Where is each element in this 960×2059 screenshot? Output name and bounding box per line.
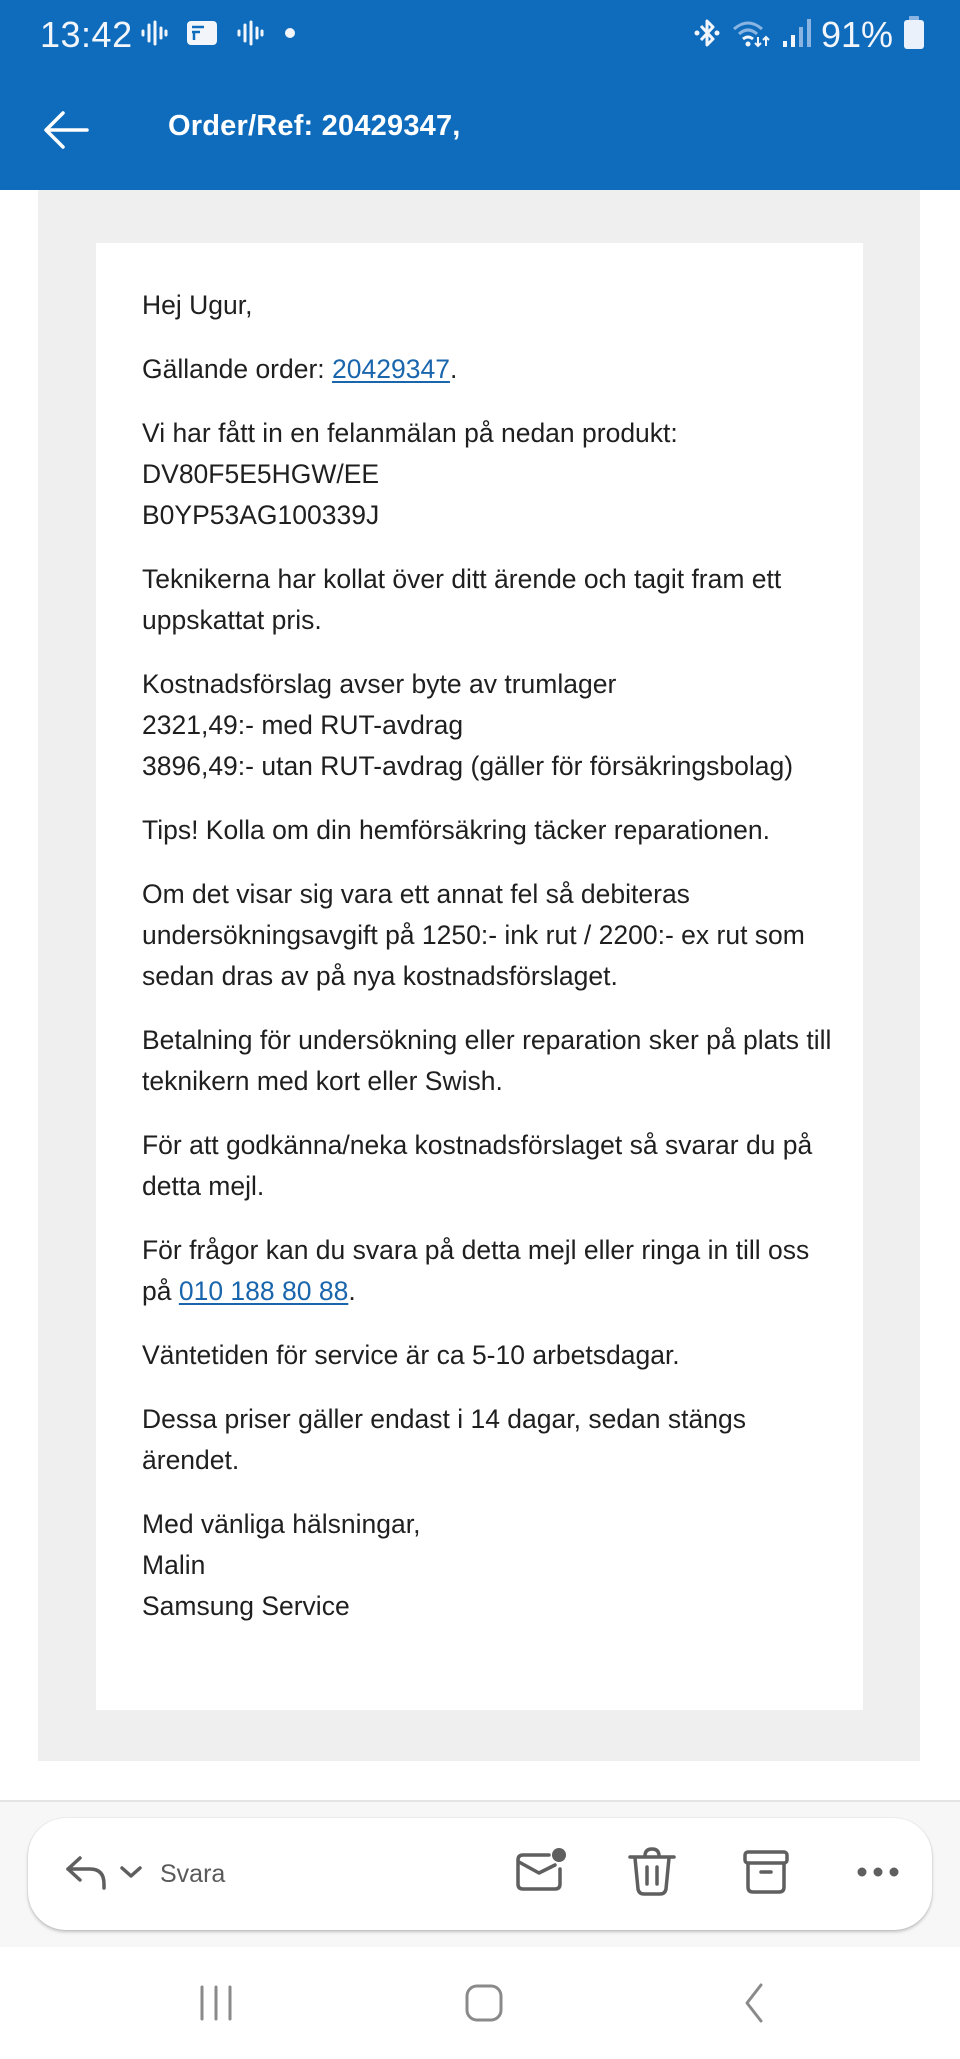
product-intro: Vi har fått in en felanmälan på nedan produkt: — [142, 418, 678, 448]
battery-percent: 91% — [820, 14, 893, 55]
technicians-text: Teknikerna har kollat över ditt ärende och tagit fram ett uppskattat pris. — [142, 564, 782, 635]
closing: Med vänliga hälsningar, — [142, 1509, 421, 1539]
waiting-text: Väntetiden för service är ca 5-10 arbetsdagar. — [142, 1340, 680, 1370]
mark-unread-icon — [513, 1847, 569, 1902]
signature — [142, 1504, 832, 1627]
archive-icon — [742, 1847, 790, 1902]
quote-without-rut: 3896,49:- utan RUT-avdrag (gäller för försäkringsbolag) — [142, 751, 794, 781]
sender-org: Samsung Service — [142, 1591, 350, 1621]
order-line — [142, 349, 832, 390]
status-time: 13:42 — [40, 14, 133, 55]
phone-link[interactable]: 010 188 80 88 — [178, 1276, 349, 1306]
quote-block — [142, 664, 832, 787]
order-prefix: Gällande order: — [142, 354, 333, 384]
questions-prefix: För frågor kan du svara på detta mejl eller ringa in till oss på — [142, 1235, 810, 1306]
more-icon — [856, 1865, 900, 1884]
arrow-left-icon — [43, 110, 89, 155]
signal-icon — [781, 17, 811, 54]
order-link[interactable]: 20429347 — [332, 354, 450, 384]
status-bar — [0, 0, 960, 72]
back-button[interactable] — [36, 102, 96, 162]
product-serial: B0YP53AG100339J — [142, 500, 380, 530]
action-bar — [28, 1818, 932, 1930]
questions-line — [142, 1230, 832, 1312]
voice-wave-icon — [236, 20, 264, 51]
status-left-icons — [140, 20, 298, 51]
product-block — [142, 413, 832, 536]
delete-icon — [627, 1846, 677, 1903]
validity-text: Dessa priser gäller endast i 14 dagar, sedan stängs ärendet. — [142, 1404, 746, 1475]
sender-name: Malin — [142, 1550, 206, 1580]
questions-suffix: . — [348, 1276, 356, 1306]
voice-wave-icon — [140, 20, 168, 51]
status-right-icons — [693, 14, 925, 56]
action-area — [0, 1802, 960, 1947]
recent-apps-button[interactable] — [176, 1975, 256, 2035]
app-bar — [0, 90, 960, 180]
recent-apps-icon — [196, 1983, 236, 2028]
home-icon — [464, 1983, 504, 2028]
reply-label: Svara — [160, 1859, 226, 1888]
header — [0, 0, 960, 190]
order-suffix: . — [449, 354, 458, 384]
notification-card-icon — [186, 20, 218, 51]
approve-text: För att godkänna/neka kostnadsförslaget så svarar du på detta mejl. — [142, 1130, 813, 1201]
quote-with-rut: 2321,49:- med RUT-avdrag — [142, 710, 464, 740]
more-button[interactable] — [850, 1846, 906, 1902]
system-nav-bar — [0, 1947, 960, 2059]
delete-button[interactable] — [624, 1846, 680, 1902]
dot-icon — [282, 20, 298, 51]
chevron-down-icon[interactable] — [118, 1862, 144, 1887]
bluetooth-icon — [693, 17, 721, 54]
reply-icon — [64, 1852, 108, 1897]
email-body — [142, 285, 832, 1650]
other-fault-text: Om det visar sig vara ett annat fel så debiteras undersökningsavgift på 1250:- ink rut / 2200:- ex rut som sedan dras av på nya kostnadsförslaget. — [142, 879, 805, 991]
greeting: Hej Ugur, — [142, 290, 253, 320]
payment-text: Betalning för undersökning eller reparation sker på plats till teknikern med kort eller Swish. — [142, 1025, 832, 1096]
home-button[interactable] — [444, 1975, 524, 2035]
product-model: DV80F5E5HGW/EE — [142, 459, 380, 489]
system-back-button[interactable] — [714, 1975, 794, 2035]
chevron-left-icon — [739, 1982, 769, 2029]
battery-icon — [903, 16, 925, 55]
email-card — [96, 243, 863, 1710]
page-title: Order/Ref: 20429347, — [168, 110, 461, 142]
reply-button[interactable] — [64, 1844, 225, 1904]
mark-unread-button[interactable] — [513, 1846, 569, 1902]
email-scroll-area[interactable] — [0, 190, 960, 1800]
email-outer-frame — [38, 190, 920, 1761]
wifi-icon — [731, 17, 771, 54]
archive-button[interactable] — [738, 1846, 794, 1902]
quote-title: Kostnadsförslag avser byte av trumlager — [142, 669, 617, 699]
tip-text: Tips! Kolla om din hemförsäkring täcker reparationen. — [142, 815, 770, 845]
